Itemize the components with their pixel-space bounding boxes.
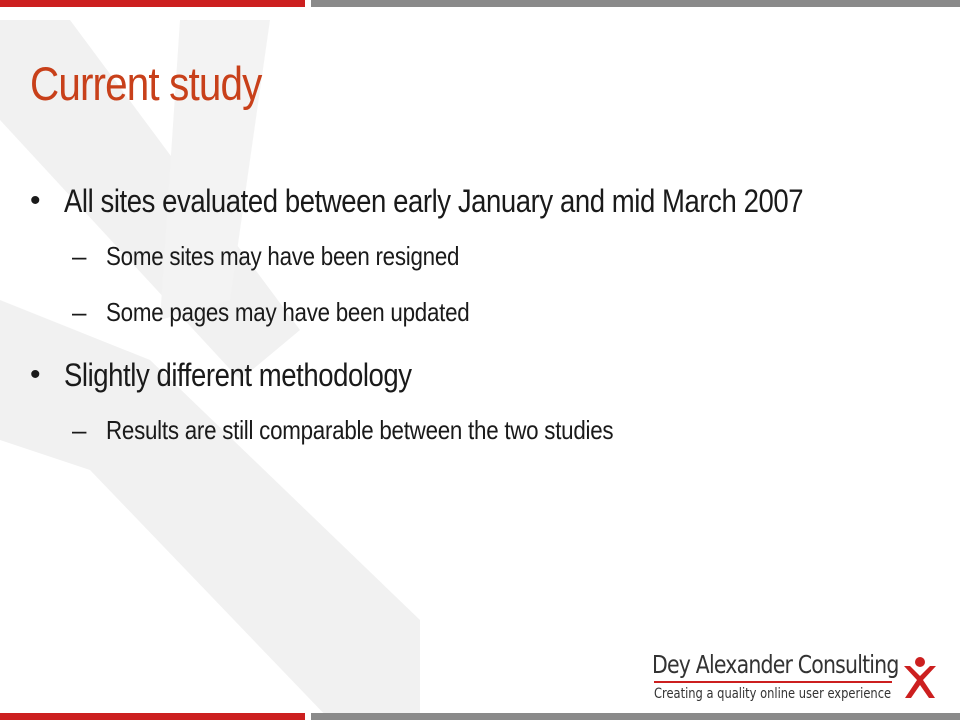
company-logo xyxy=(652,650,942,706)
bullet-list xyxy=(30,178,930,470)
stick-figure-icon xyxy=(902,656,938,700)
sub-bullet-item xyxy=(64,402,930,458)
sub-bullet-item xyxy=(64,228,930,284)
bullet-text: All sites evaluated between early January and mid March 2007 xyxy=(64,183,804,219)
sub-bullet-item xyxy=(64,284,930,340)
sub-bullet-list xyxy=(64,402,930,458)
sub-bullet-marker: – xyxy=(72,415,87,445)
sub-bullet-text: Some sites may have been resigned xyxy=(106,241,460,271)
slide-title: Current study xyxy=(30,57,262,110)
bullet-item xyxy=(30,352,930,458)
sub-bullet-text: Results are still comparable between the two studies xyxy=(106,415,614,445)
logo-company-name: Dey Alexander Consulting xyxy=(652,650,899,679)
logo-underline xyxy=(654,681,892,683)
logo-tagline: Creating a quality online user experience xyxy=(654,686,892,702)
sub-bullet-list xyxy=(64,228,930,340)
bullet-marker: • xyxy=(30,184,41,217)
bottom-accent-bar-gray xyxy=(311,713,960,720)
sub-bullet-marker: – xyxy=(72,241,87,271)
sub-bullet-text: Some pages may have been updated xyxy=(106,297,470,327)
bullet-item xyxy=(30,178,930,340)
sub-bullet-marker: – xyxy=(72,297,87,327)
bullet-text: Slightly different methodology xyxy=(64,357,412,393)
bottom-accent-bar-red xyxy=(0,713,305,720)
bullet-marker: • xyxy=(30,358,41,391)
